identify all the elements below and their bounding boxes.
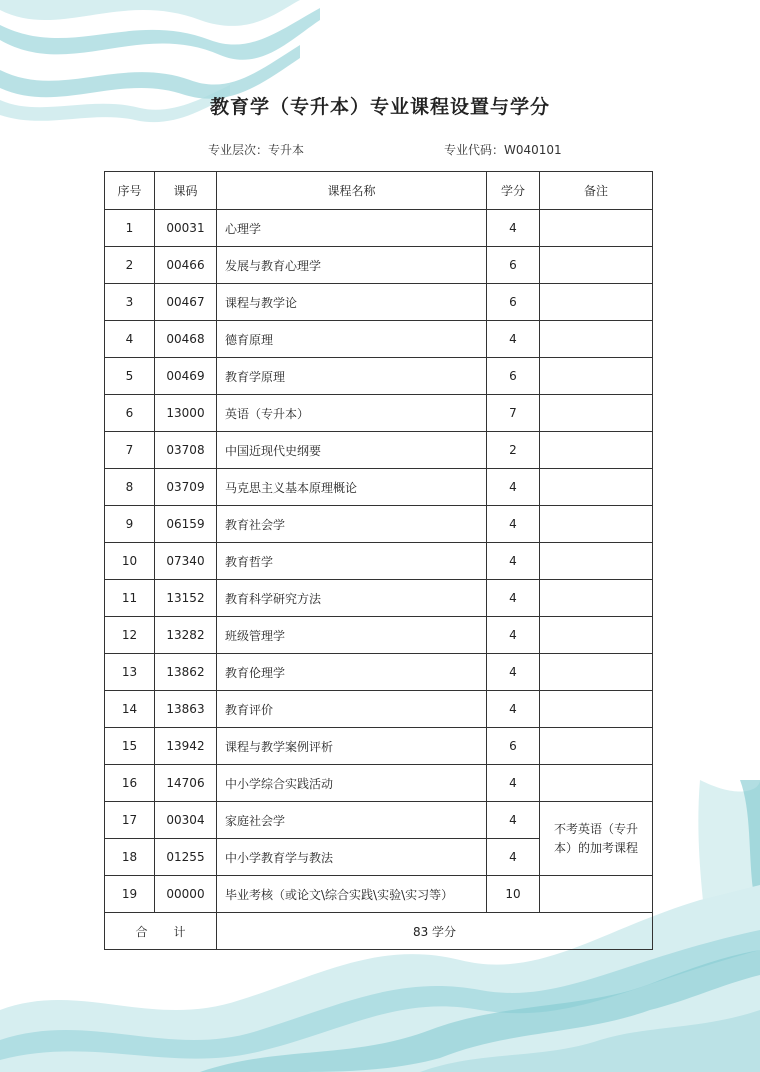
table-row <box>105 691 653 728</box>
row-code: 14706 <box>155 765 217 802</box>
row-credit: 6 <box>487 284 540 321</box>
row-remark-merged: 不考英语（专升本）的加考课程 <box>540 802 653 876</box>
row-credit: 4 <box>487 543 540 580</box>
row-no: 11 <box>105 580 155 617</box>
page-title: 教育学（专升本）专业课程设置与学分 <box>209 96 550 118</box>
row-credit: 4 <box>487 654 540 691</box>
row-no: 3 <box>105 284 155 321</box>
row-name: 课程与教学案例评析 <box>217 728 487 765</box>
row-credit: 7 <box>487 395 540 432</box>
row-code: 13942 <box>155 728 217 765</box>
row-name: 教育科学研究方法 <box>217 580 487 617</box>
row-no: 15 <box>105 728 155 765</box>
table-row <box>105 654 653 691</box>
row-credit: 4 <box>487 765 540 802</box>
major-level: 专业层次：专升本 <box>208 143 305 157</box>
row-code: 00466 <box>155 247 217 284</box>
row-no: 7 <box>105 432 155 469</box>
table-row <box>105 876 653 913</box>
row-no: 19 <box>105 876 155 913</box>
table-row <box>105 728 653 765</box>
row-name: 马克思主义基本原理概论 <box>217 469 487 506</box>
row-credit: 4 <box>487 210 540 247</box>
row-no: 14 <box>105 691 155 728</box>
row-remark <box>540 321 653 358</box>
row-name: 教育学原理 <box>217 358 487 395</box>
row-code: 00031 <box>155 210 217 247</box>
header-credit: 学分 <box>487 172 540 210</box>
row-name: 班级管理学 <box>217 617 487 654</box>
row-code: 07340 <box>155 543 217 580</box>
row-no: 8 <box>105 469 155 506</box>
row-no: 10 <box>105 543 155 580</box>
table-row <box>105 617 653 654</box>
row-code: 00467 <box>155 284 217 321</box>
row-remark <box>540 395 653 432</box>
table-row <box>105 543 653 580</box>
row-name: 心理学 <box>217 210 487 247</box>
table-row <box>105 358 653 395</box>
row-no: 1 <box>105 210 155 247</box>
table-row <box>105 580 653 617</box>
row-no: 5 <box>105 358 155 395</box>
row-credit: 4 <box>487 839 540 876</box>
row-no: 12 <box>105 617 155 654</box>
major-code: 专业代码：W040101 <box>444 143 562 157</box>
total-label: 合计 <box>105 913 217 950</box>
table-row <box>105 321 653 358</box>
row-code: 00304 <box>155 802 217 839</box>
row-credit: 10 <box>487 876 540 913</box>
table-row <box>105 506 653 543</box>
row-code: 00469 <box>155 358 217 395</box>
row-code: 13863 <box>155 691 217 728</box>
row-credit: 2 <box>487 432 540 469</box>
total-value: 83 学分 <box>217 913 653 950</box>
row-credit: 4 <box>487 691 540 728</box>
table-row <box>105 395 653 432</box>
row-name: 教育评价 <box>217 691 487 728</box>
row-name: 毕业考核（或论文\综合实践\实验\实习等） <box>217 876 487 913</box>
row-no: 18 <box>105 839 155 876</box>
row-remark <box>540 247 653 284</box>
row-name: 中小学综合实践活动 <box>217 765 487 802</box>
row-name: 中小学教育学与教法 <box>217 839 487 876</box>
table-row <box>105 284 653 321</box>
row-remark <box>540 654 653 691</box>
row-remark <box>540 876 653 913</box>
row-code: 13152 <box>155 580 217 617</box>
table-row <box>105 247 653 284</box>
row-name: 课程与教学论 <box>217 284 487 321</box>
row-no: 6 <box>105 395 155 432</box>
row-code: 01255 <box>155 839 217 876</box>
row-code: 13000 <box>155 395 217 432</box>
total-row <box>105 913 653 950</box>
row-remark <box>540 432 653 469</box>
row-no: 13 <box>105 654 155 691</box>
row-no: 2 <box>105 247 155 284</box>
table-row <box>105 469 653 506</box>
row-name: 教育社会学 <box>217 506 487 543</box>
header-remark: 备注 <box>540 172 653 210</box>
row-code: 03708 <box>155 432 217 469</box>
row-credit: 6 <box>487 247 540 284</box>
row-code: 00000 <box>155 876 217 913</box>
row-name: 发展与教育心理学 <box>217 247 487 284</box>
row-remark <box>540 210 653 247</box>
row-remark <box>540 580 653 617</box>
row-code: 13862 <box>155 654 217 691</box>
row-remark <box>540 728 653 765</box>
row-credit: 4 <box>487 469 540 506</box>
row-remark <box>540 506 653 543</box>
header-code: 课码 <box>155 172 217 210</box>
row-remark <box>540 284 653 321</box>
table-row <box>105 210 653 247</box>
row-code: 06159 <box>155 506 217 543</box>
row-code: 13282 <box>155 617 217 654</box>
row-credit: 4 <box>487 617 540 654</box>
header-no: 序号 <box>105 172 155 210</box>
row-credit: 6 <box>487 358 540 395</box>
row-credit: 4 <box>487 506 540 543</box>
table-row <box>105 432 653 469</box>
table-row <box>105 765 653 802</box>
row-credit: 4 <box>487 580 540 617</box>
row-name: 德育原理 <box>217 321 487 358</box>
row-name: 英语（专升本） <box>217 395 487 432</box>
row-no: 4 <box>105 321 155 358</box>
row-name: 教育伦理学 <box>217 654 487 691</box>
row-no: 9 <box>105 506 155 543</box>
table-header-row <box>105 172 653 210</box>
header-name: 课程名称 <box>217 172 487 210</box>
row-name: 教育哲学 <box>217 543 487 580</box>
row-name: 中国近现代史纲要 <box>217 432 487 469</box>
row-remark <box>540 469 653 506</box>
row-credit: 4 <box>487 321 540 358</box>
row-credit: 6 <box>487 728 540 765</box>
row-no: 17 <box>105 802 155 839</box>
row-remark <box>540 617 653 654</box>
row-remark <box>540 543 653 580</box>
course-table <box>104 171 653 950</box>
row-name: 家庭社会学 <box>217 802 487 839</box>
row-remark <box>540 358 653 395</box>
row-no: 16 <box>105 765 155 802</box>
row-remark <box>540 691 653 728</box>
row-remark <box>540 765 653 802</box>
row-code: 03709 <box>155 469 217 506</box>
table-row <box>105 802 653 839</box>
row-credit: 4 <box>487 802 540 839</box>
row-code: 00468 <box>155 321 217 358</box>
